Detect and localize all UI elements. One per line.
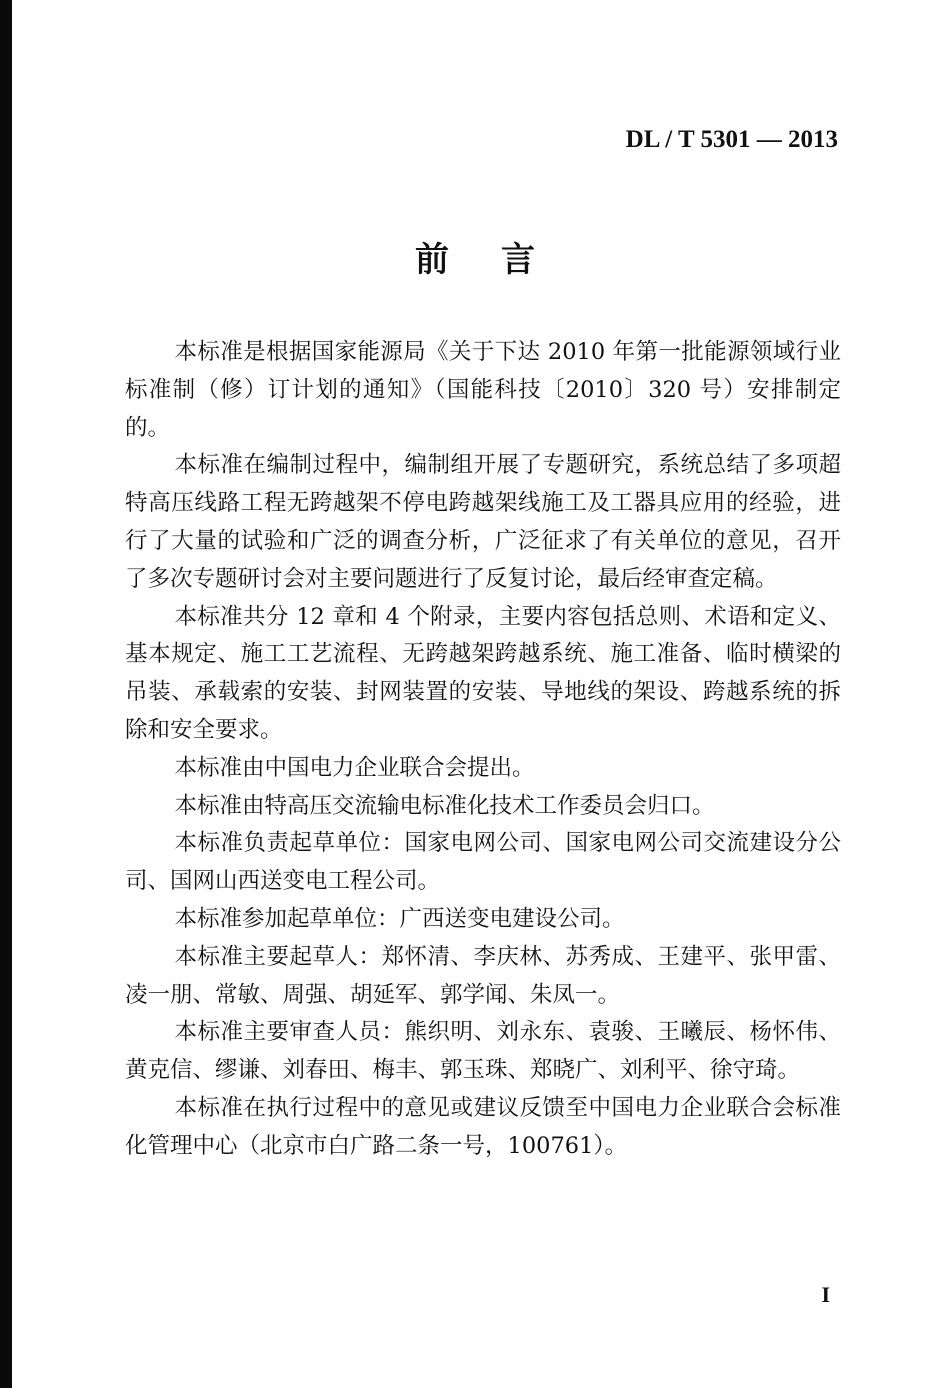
paragraph-feedback-contact: 本标准在执行过程中的意见或建议反馈至中国电力企业联合会标准化管理中心（北京市白广路二条一号，100761）。 <box>125 1094 841 1159</box>
paragraph-participating-drafters: 本标准参加起草单位：广西送变电建设公司。 <box>174 905 625 932</box>
paragraph-reviewers: 本标准主要审查人员：熊织明、刘永东、袁骏、王曦辰、杨怀伟、黄克信、缪谦、刘春田、梅丰、郭玉珠、郑晓广、刘利平、徐守琦。 <box>125 1019 841 1084</box>
page-left-border <box>0 0 12 1388</box>
paragraph-technical-committee: 本标准由特高压交流输电标准化技术工作委员会归口。 <box>174 792 715 819</box>
paragraph-main-authors: 本标准主要起草人：郑怀清、李庆林、苏秀成、王建平、张甲雷、凌一朋、常敏、周强、胡延军、郭学闻、朱凤一。 <box>125 943 841 1008</box>
paragraph-lead-drafters: 本标准负责起草单位：国家电网公司、国家电网公司交流建设分公司、国网山西送变电工程公司。 <box>125 830 841 895</box>
page-number: I <box>821 1282 830 1307</box>
page-title: 前言 <box>415 240 587 280</box>
paragraph-proposer: 本标准由中国电力企业联合会提出。 <box>174 754 535 781</box>
foreword-body <box>125 334 841 1166</box>
paragraph-contents: 本标准共分 12 章和 4 个附录，主要内容包括总则、术语和定义、基本规定、施工工艺流程、无跨越架跨越系统、施工准备、临时横梁的吊装、承载索的安装、封网装置的安装、导地线的架设、跨越系统的拆除和安全要求。 <box>125 603 841 743</box>
paragraph-drafting-process: 本标准在编制过程中，编制组开展了专题研究，系统总结了多项超特高压线路工程无跨越架不停电跨越架线施工及工器具应用的经验，进行了大量的试验和广泛的调查分析，广泛征求了有关单位的意见，召开了多次专题研讨会对主要问题进行了反复讨论，最后经审查定稿。 <box>125 452 841 592</box>
standard-code: DL / T 5301 — 2013 <box>625 126 838 153</box>
paragraph-origin: 本标准是根据国家能源局《关于下达 2010 年第一批能源领域行业标准制（修）订计划的通知》（国能科技〔2010〕320 号）安排制定的。 <box>125 339 841 441</box>
